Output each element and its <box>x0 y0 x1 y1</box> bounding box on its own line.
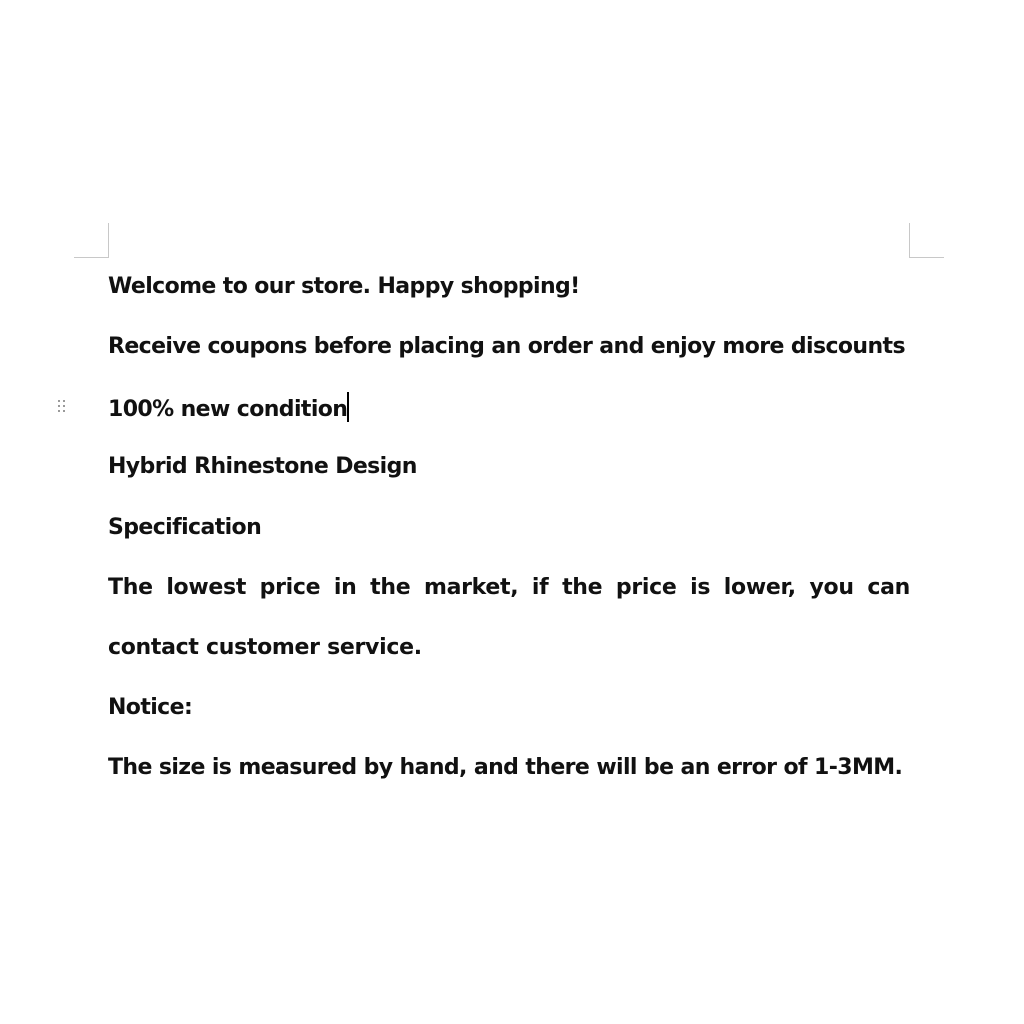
drag-handle-icon[interactable] <box>57 399 67 415</box>
left-crop-mark <box>74 223 109 258</box>
right-crop-mark <box>909 223 944 258</box>
notice-heading[interactable]: Notice: <box>108 695 193 720</box>
condition-text: 100% new condition <box>108 397 348 422</box>
specification-heading[interactable]: Specification <box>108 515 262 540</box>
coupon-paragraph[interactable]: Receive coupons before placing an order and enjoy more discounts <box>108 334 905 359</box>
price-paragraph[interactable]: The lowest price in the market, if the price is lower, you can contact customer service. <box>108 575 910 660</box>
design-paragraph[interactable]: Hybrid Rhinestone Design <box>108 454 417 479</box>
welcome-paragraph[interactable]: Welcome to our store. Happy shopping! <box>108 274 580 299</box>
condition-paragraph[interactable] <box>108 392 349 425</box>
text-cursor <box>347 392 349 422</box>
size-notice-paragraph[interactable]: The size is measured by hand, and there will be an error of 1-3MM. <box>108 755 903 780</box>
